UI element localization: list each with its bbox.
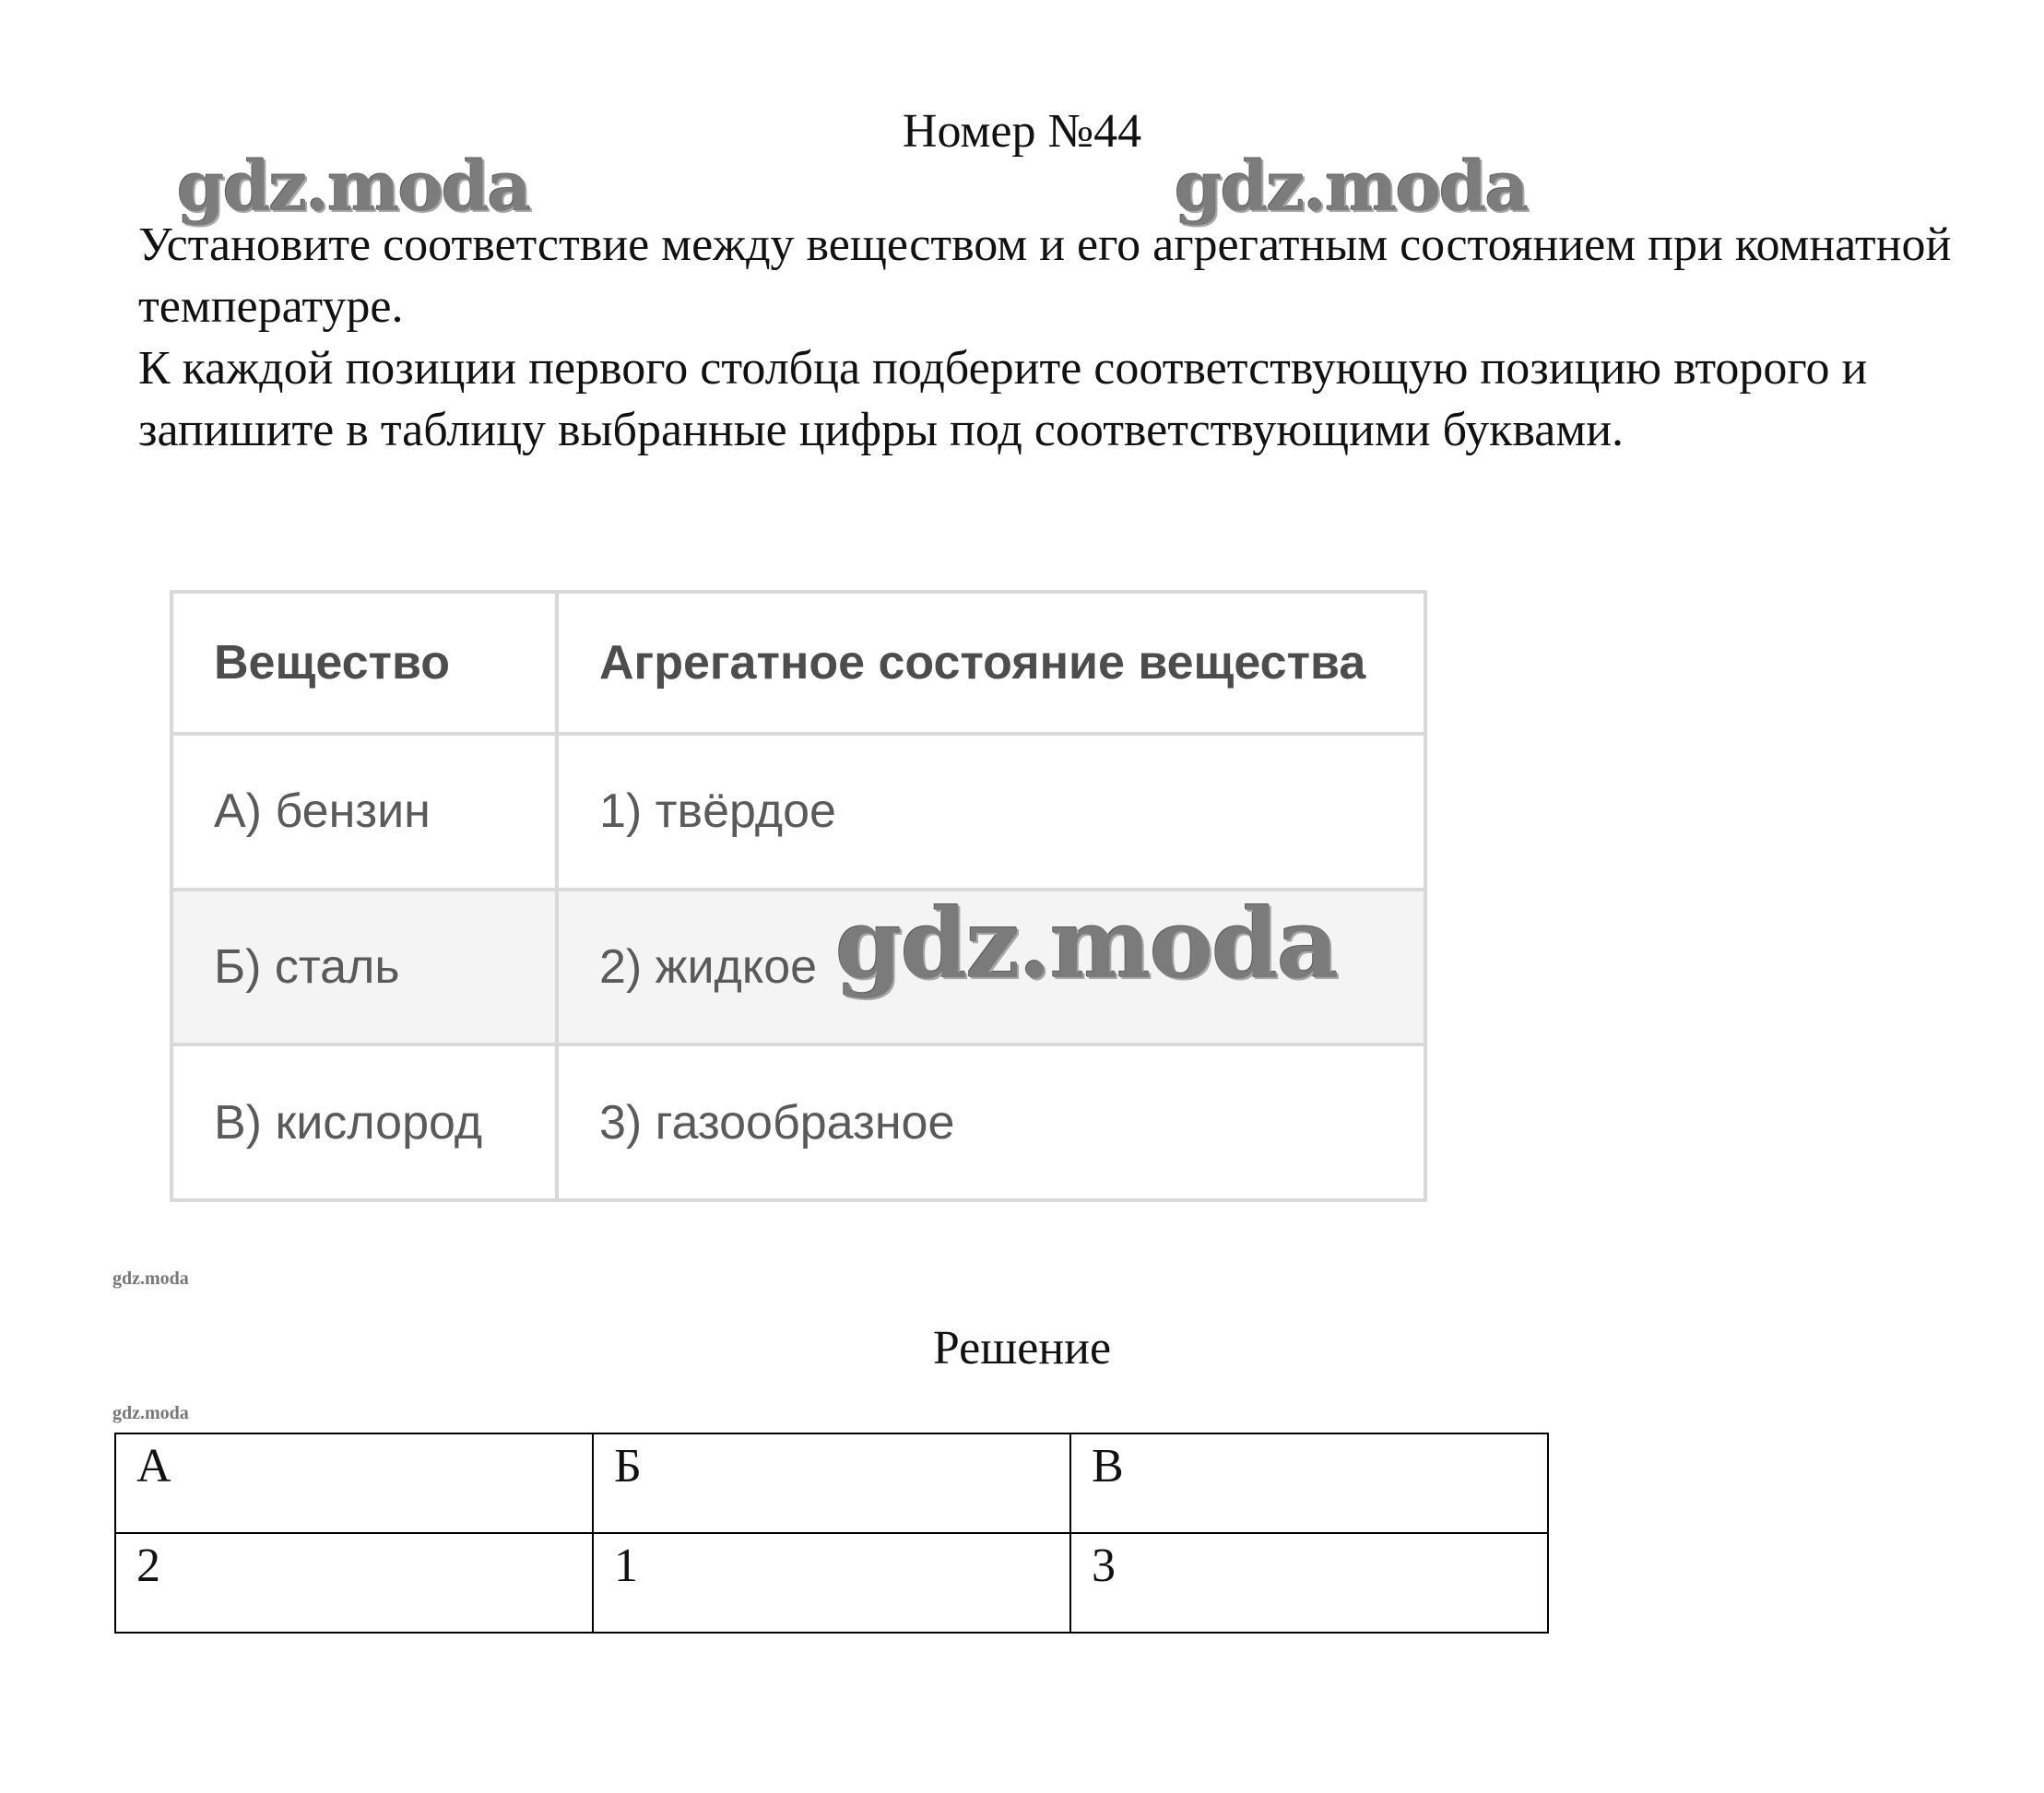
watermark: gdz.moda [1175, 147, 1528, 227]
watermark-small: gdz.moda [112, 1403, 189, 1423]
table-row [171, 734, 1425, 890]
substance-cell: В) кислород [171, 1044, 557, 1200]
answer-letter-cell: В [1070, 1433, 1548, 1533]
page-title: Номер №44 [902, 105, 1142, 158]
state-cell: 2) жидкое [557, 890, 1425, 1045]
answer-header-row [115, 1433, 1548, 1533]
watermark: gdz.moda [177, 147, 530, 227]
substance-cell: Б) сталь [171, 890, 557, 1045]
answer-value-cell: 2 [115, 1533, 593, 1633]
header-cell: Агрегатное состояние вещества [557, 592, 1425, 734]
state-cell: 1) твёрдое [557, 734, 1425, 890]
substance-cell: А) бензин [171, 734, 557, 890]
header-cell: Вещество [171, 592, 557, 734]
answer-table [114, 1433, 1549, 1634]
task-text [138, 214, 1964, 461]
answer-letter-cell: А [115, 1433, 593, 1533]
answer-value-cell: 1 [593, 1533, 1070, 1633]
solution-title: Решение [932, 1322, 1112, 1374]
task-paragraph: Установите соответствие между веществом и его агрегатным состоянием при комнатной температуре. [138, 218, 1952, 333]
answer-letter-cell: Б [593, 1433, 1070, 1533]
watermark-small: gdz.moda [112, 1268, 189, 1289]
table-row [171, 1044, 1425, 1200]
state-cell: 3) газообразное [557, 1044, 1425, 1200]
task-paragraph: К каждой позиции первого столбца подберите соответствующую позицию второго и запишите в таблицу выбранные цифры под соответствующими буквами. [138, 342, 1868, 456]
answer-value-cell: 3 [1070, 1533, 1548, 1633]
table-header-row [171, 592, 1425, 734]
answer-value-row [115, 1533, 1548, 1633]
watermark: gdz.moda [835, 887, 1338, 1000]
